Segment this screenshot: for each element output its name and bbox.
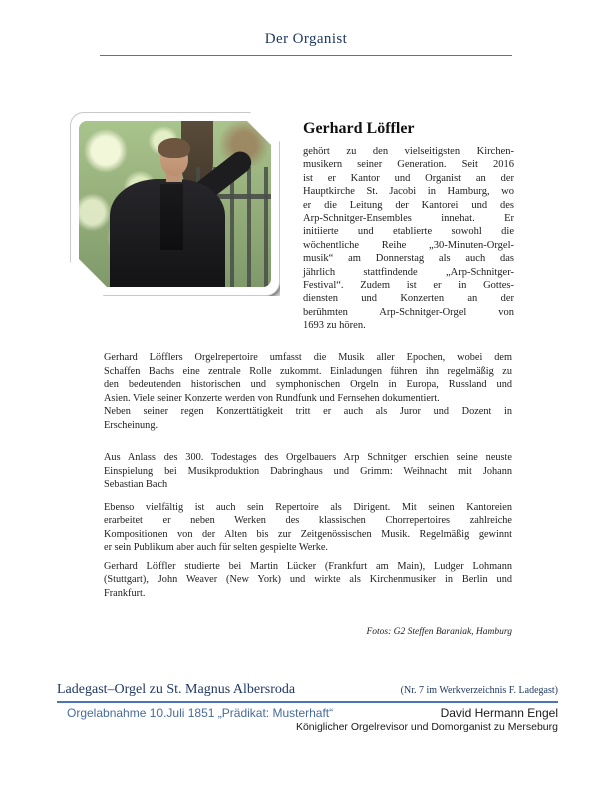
text-line: Asien. Viele seiner Konzerte werden von Rundfunk und Fernsehen dokumentiert. bbox=[104, 392, 440, 404]
header-divider bbox=[100, 55, 512, 56]
text-line: Festival“. Zudem ist er in Gottes- bbox=[303, 280, 514, 292]
text-line: Aus Anlass des 300. Todestages des Orgelbauers Arp Schnitger erschien seine neuste bbox=[104, 452, 512, 463]
person-name-heading: Gerhard Löffler bbox=[303, 120, 415, 137]
text-line: berühmten Arp-Schnitger-Orgel von bbox=[303, 306, 514, 318]
text-line: Hauptkirche St. Jacobi in Hamburg, wo bbox=[303, 186, 514, 198]
text-line: Frankfurt. bbox=[104, 587, 146, 599]
text-line: erarbeitet er neben Werken des klassischen Chorrepertoires zahlreiche bbox=[104, 515, 512, 526]
text-line: jährlich stattfindende „Arp-Schnitger- bbox=[303, 266, 514, 278]
organ-name: Ladegast–Orgel zu St. Magnus Albersroda bbox=[57, 682, 296, 697]
text-line: Neben seiner regen Konzerttätigkeit tritt er auch als Juror und Dozent in bbox=[104, 406, 512, 417]
portrait-photo bbox=[79, 121, 271, 287]
text-line: er die Leitung der Kantorei und des bbox=[303, 199, 514, 211]
text-line: Schaffen Bachs eine zentrale Rolle zukommt. Einladungen führen ihn regelmäßig zu bbox=[104, 365, 512, 377]
text-line: Arp-Schnitger-Ensembles innehat. Er bbox=[303, 213, 514, 225]
examiner-title: Königlicher Orgelrevisor und Domorganist zu Merseburg bbox=[295, 721, 558, 733]
text-line: (Stuttgart), John Weaver (New York) und wirkte als Kirchenmusiker in Berlin und bbox=[104, 574, 512, 585]
text-line: er sein Publikum aber auch für selten gespielte Werke. bbox=[104, 542, 329, 553]
portrait-photo-frame bbox=[70, 112, 280, 296]
text-line: initiierte und etablierte sowohl die bbox=[303, 226, 514, 238]
person-hair-graphic bbox=[158, 138, 191, 158]
bio-paragraph bbox=[104, 405, 512, 432]
biography-section bbox=[104, 351, 512, 637]
text-line: musik“ am Donnerstag als auch das bbox=[303, 253, 514, 265]
organ-footer bbox=[57, 682, 558, 733]
footer-divider bbox=[57, 701, 558, 703]
person-shirt-graphic bbox=[160, 184, 183, 250]
bio-paragraph bbox=[104, 351, 512, 405]
text-line: den bedeutenden historischen und symphonischen Orgeln in Europa, Russland und bbox=[104, 379, 512, 390]
text-line: 1693 zu hören. bbox=[303, 320, 366, 332]
text-line: Gerhard Löfflers Orgelrepertoire umfasst die Musik aller Epochen, wobei dem bbox=[104, 352, 512, 363]
text-line: Gerhard Löffler studierte bei Martin Lücker (Frankfurt am Main), Ludger Lohmann bbox=[104, 560, 512, 572]
page-title: Der Organist bbox=[264, 31, 348, 47]
text-line: gehört zu den vielseitigsten Kirchen- bbox=[303, 146, 514, 157]
text-line: Kompositionen von der Alten bis zur Zeitgenössischen Musik. Regelmäßig gewinnt bbox=[104, 528, 512, 540]
text-line: diensten und Konzerten an der bbox=[303, 293, 514, 305]
organ-approval-note: Orgelabnahme 10.Juli 1851 „Prädikat: Musterhaft“ bbox=[67, 706, 334, 720]
text-line: wöchentliche Reihe „30-Minuten-Orgel- bbox=[303, 239, 514, 251]
text-line: Ebenso vielfältig ist auch sein Repertoire als Dirigent. Mit seinen Kantoreien bbox=[104, 501, 512, 513]
organ-catalog-ref: (Nr. 7 im Werkverzeichnis F. Ladegast) bbox=[400, 685, 558, 696]
text-line: ist er Kantor und Organist an der bbox=[303, 172, 514, 184]
examiner-name: David Hermann Engel bbox=[440, 706, 558, 720]
profile-intro-text bbox=[303, 145, 514, 333]
text-line: Sebastian Bach bbox=[104, 479, 168, 490]
bio-paragraph bbox=[104, 560, 512, 601]
text-line: Einspielung bei Musikproduktion Dabringhaus und Grimm: Weihnacht mit Johann bbox=[104, 465, 512, 477]
text-line: musikern seiner Generation. Seit 2016 bbox=[303, 159, 514, 171]
bio-paragraph bbox=[104, 451, 512, 492]
photo-credit: Fotos: G2 Steffen Baraniak, Hamburg bbox=[366, 627, 512, 637]
bio-paragraph bbox=[104, 501, 512, 555]
profile-summary-column bbox=[303, 120, 514, 333]
text-line: Erscheinung. bbox=[104, 419, 159, 431]
